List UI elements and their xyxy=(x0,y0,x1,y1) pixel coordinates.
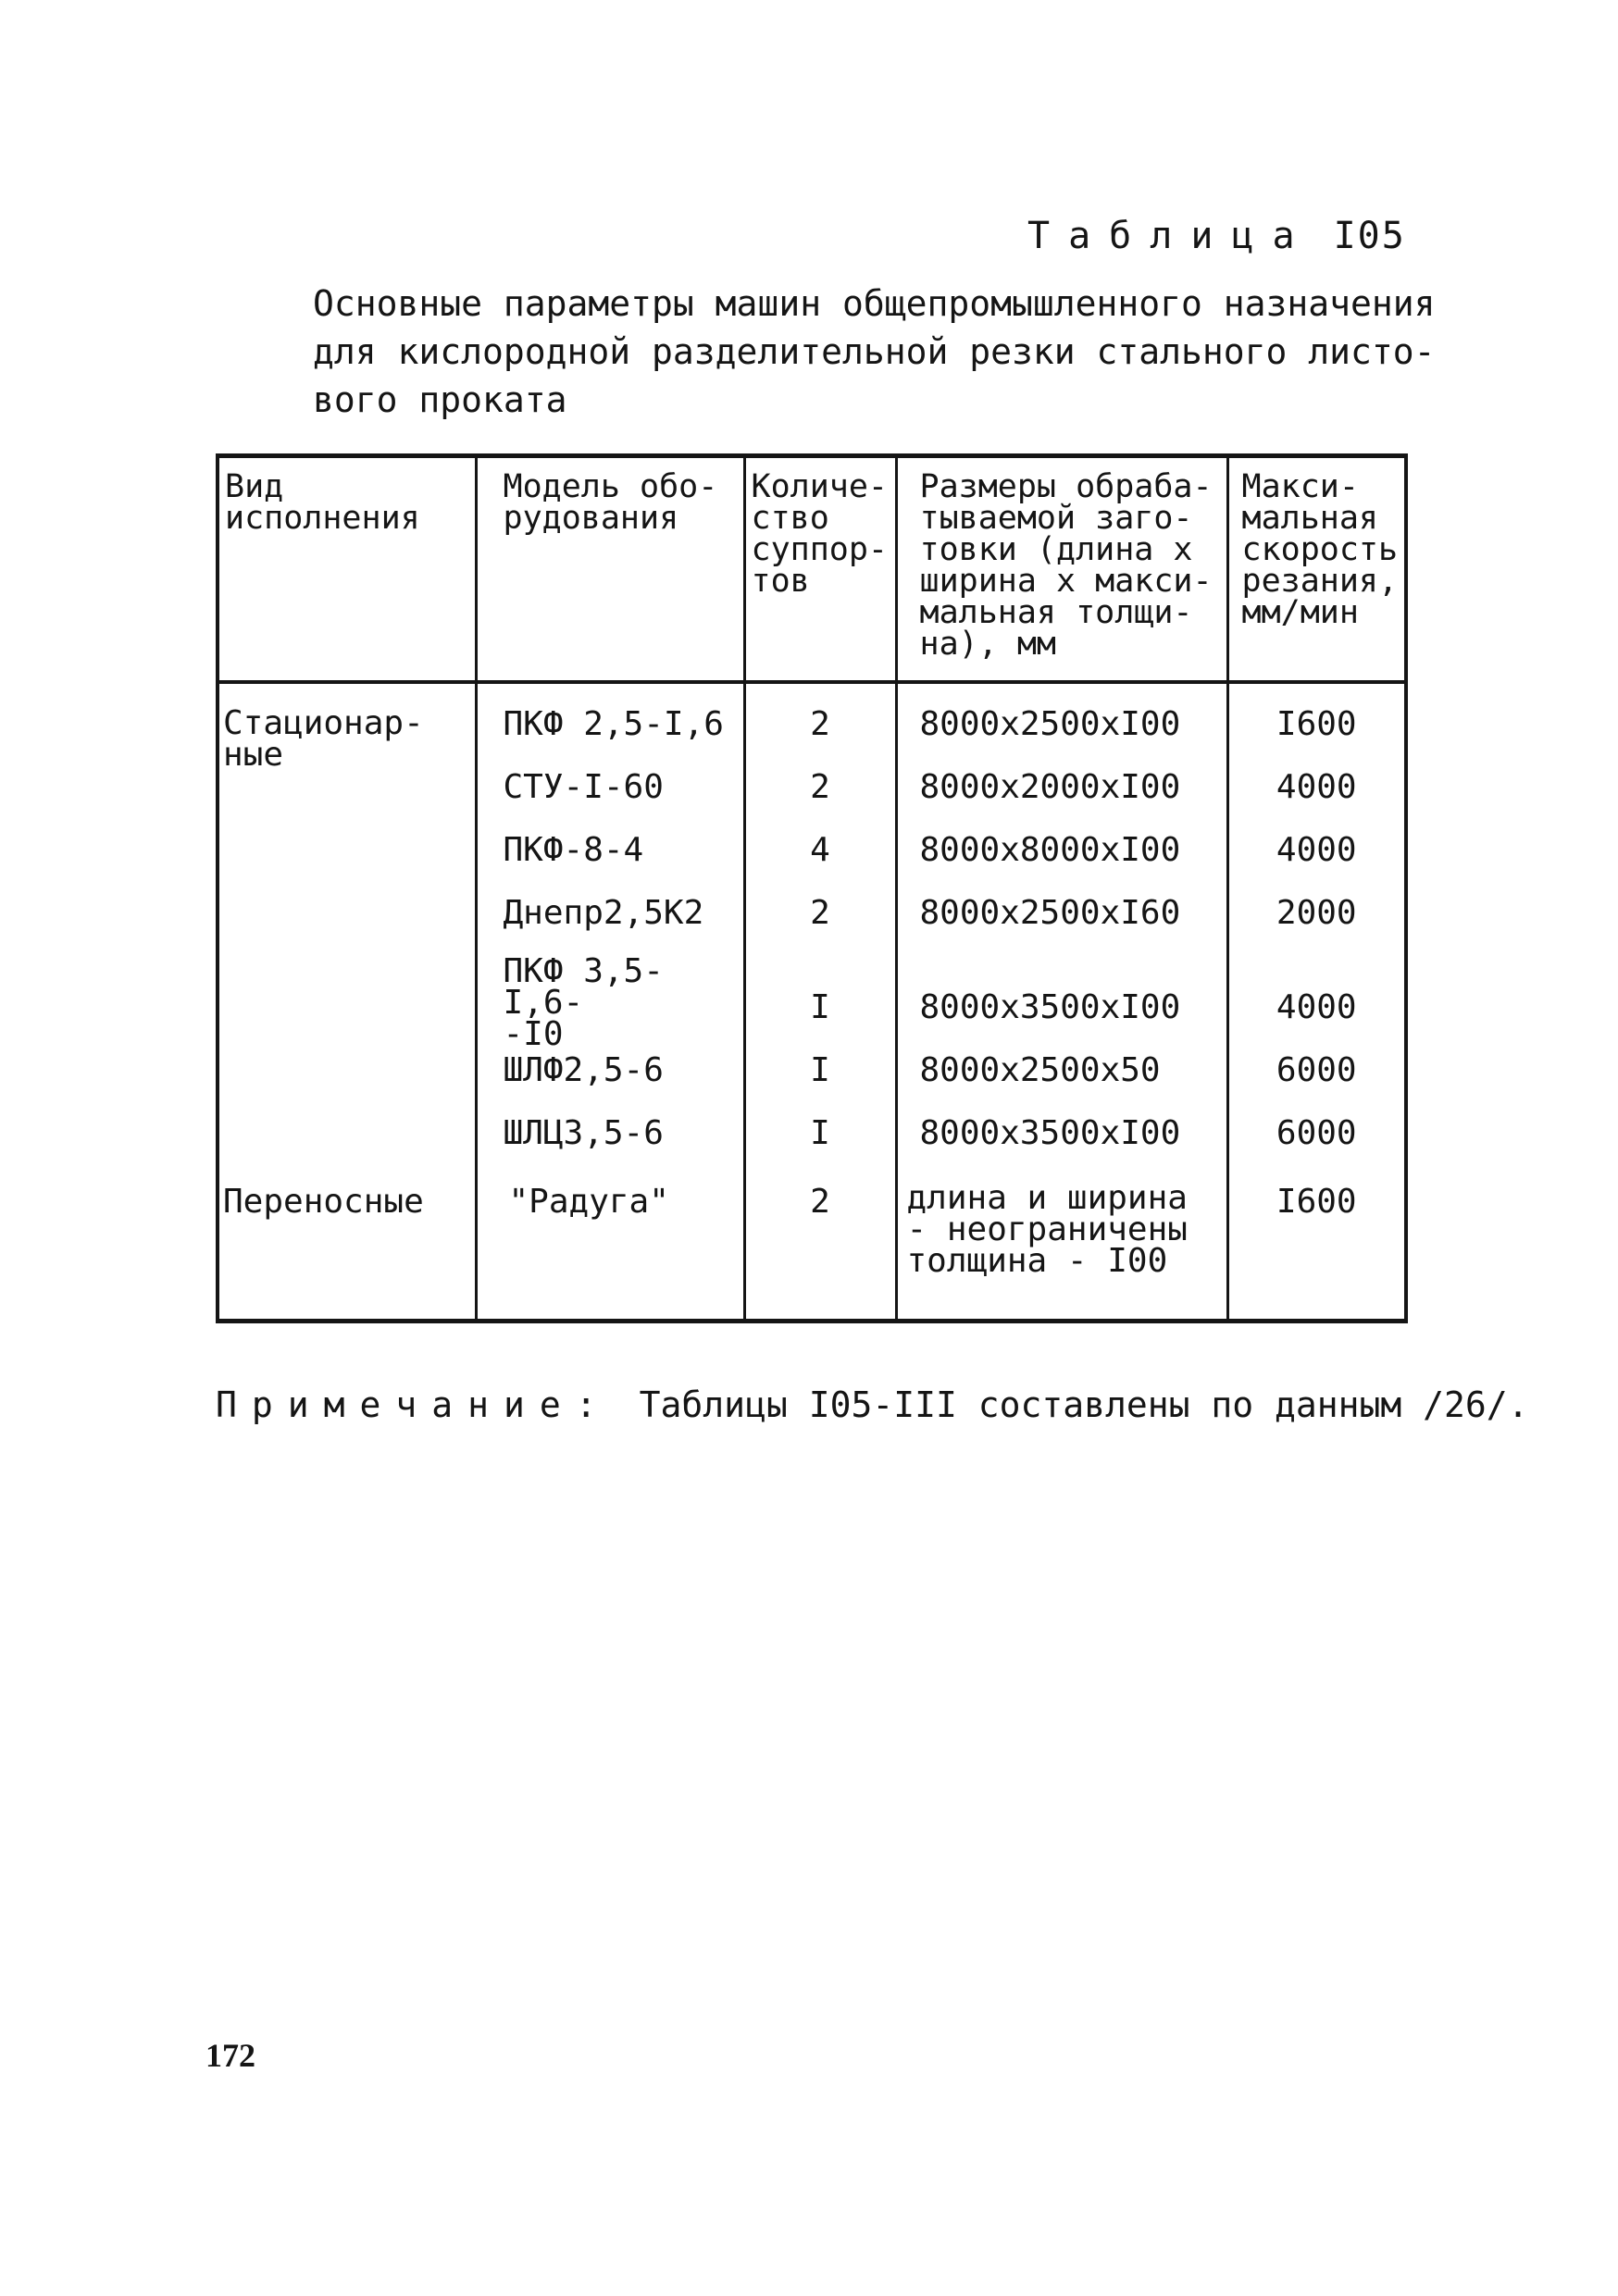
count-value: I xyxy=(810,1114,830,1152)
table-caption xyxy=(313,279,1436,424)
count-value: 4 xyxy=(810,831,830,869)
type-cell xyxy=(218,1179,476,1321)
caption-line: для кислородной разделительной резки стального листо- xyxy=(313,331,1436,372)
model-value: ПКФ 2,5-I,6 xyxy=(503,705,724,743)
count-value: I xyxy=(810,1051,830,1089)
header-count xyxy=(744,456,896,683)
header-count-text: Количе- ство суппор- тов xyxy=(751,468,889,600)
speed-value: 4000 xyxy=(1276,988,1357,1026)
count-value: I xyxy=(810,988,830,1026)
table-note xyxy=(216,1384,1529,1425)
size-value: 8000x3500xI00 xyxy=(919,1114,1181,1152)
speed-value: 6000 xyxy=(1276,1051,1357,1089)
model-value: Днепр2,5К2 xyxy=(503,894,704,932)
page-number: 172 xyxy=(205,2037,255,2074)
table-label-number: I05 xyxy=(1333,215,1406,257)
count-cell xyxy=(744,682,896,1179)
header-speed-text: Макси- мальная скорость резания, мм/мин xyxy=(1241,468,1399,631)
size-value: 8000x3500xI00 xyxy=(919,988,1181,1026)
speed-value: I600 xyxy=(1276,705,1357,743)
header-speed xyxy=(1227,456,1406,683)
type-portable: Переносные xyxy=(223,1183,424,1222)
size-list xyxy=(898,684,1226,1176)
type-stationary: Стационар- ные xyxy=(223,704,424,774)
size-value: 8000x2000xI00 xyxy=(919,768,1181,806)
table-label xyxy=(1027,215,1406,257)
count-value: 2 xyxy=(810,768,830,806)
note-label: Примечание: xyxy=(216,1384,612,1425)
count-cell xyxy=(744,1179,896,1321)
model-value: ШЛЦ3,5-6 xyxy=(503,1114,664,1152)
model-value: ШЛФ2,5-6 xyxy=(503,1051,664,1089)
table-row-portable xyxy=(218,1179,1406,1321)
model-value: ПКФ-8-4 xyxy=(503,831,644,869)
count-list xyxy=(746,684,895,1176)
header-model-text: Модель обо- рудования xyxy=(503,468,718,537)
caption-line: вого проката xyxy=(313,379,567,420)
size-value: 8000x2500xI00 xyxy=(919,705,1181,743)
speed-value: 4000 xyxy=(1276,768,1357,806)
table-label-word: Таблица xyxy=(1027,215,1313,257)
speed-value: I600 xyxy=(1276,1183,1357,1222)
speed-cell xyxy=(1227,1179,1406,1321)
header-type-text: Вид исполнения xyxy=(225,468,420,537)
header-size-text: Размеры обраба- тываемой заго- товки (длина х ширина х макси- мальная толщи- на), мм xyxy=(919,468,1213,663)
type-cell xyxy=(218,682,476,1179)
table-row-stationary xyxy=(218,682,1406,1179)
speed-value: 6000 xyxy=(1276,1114,1357,1152)
size-cell xyxy=(896,682,1227,1179)
model-value: ПКФ 3,5-I,6- -I0 xyxy=(503,952,664,1053)
model-value: СТУ-I-60 xyxy=(503,768,664,806)
table-header-row xyxy=(218,456,1406,683)
caption-line: Основные параметры машин общепромышленного назначения xyxy=(313,283,1436,324)
speed-value: 4000 xyxy=(1276,831,1357,869)
size-value: 8000x2500xI60 xyxy=(919,894,1181,932)
speed-list xyxy=(1229,684,1405,1176)
count-value: 2 xyxy=(810,894,830,932)
size-cell xyxy=(896,1179,1227,1321)
size-value: 8000x2500x50 xyxy=(919,1051,1161,1089)
header-type xyxy=(218,456,476,683)
size-value: длина и ширина - неограничены толщина - I00 xyxy=(906,1179,1188,1281)
size-value: 8000x8000xI00 xyxy=(919,831,1181,869)
header-model xyxy=(476,456,744,683)
note-text: Таблицы I05-III составлены по данным /26/. xyxy=(639,1384,1529,1425)
header-size xyxy=(896,456,1227,683)
parameters-table xyxy=(216,453,1404,1323)
model-cell xyxy=(476,1179,744,1321)
model-value: "Радуга" xyxy=(508,1183,669,1222)
speed-cell xyxy=(1227,682,1406,1179)
count-value: 2 xyxy=(810,1183,830,1222)
speed-value: 2000 xyxy=(1276,894,1357,932)
model-list xyxy=(478,684,743,1176)
model-cell xyxy=(476,682,744,1179)
count-value: 2 xyxy=(810,705,830,743)
